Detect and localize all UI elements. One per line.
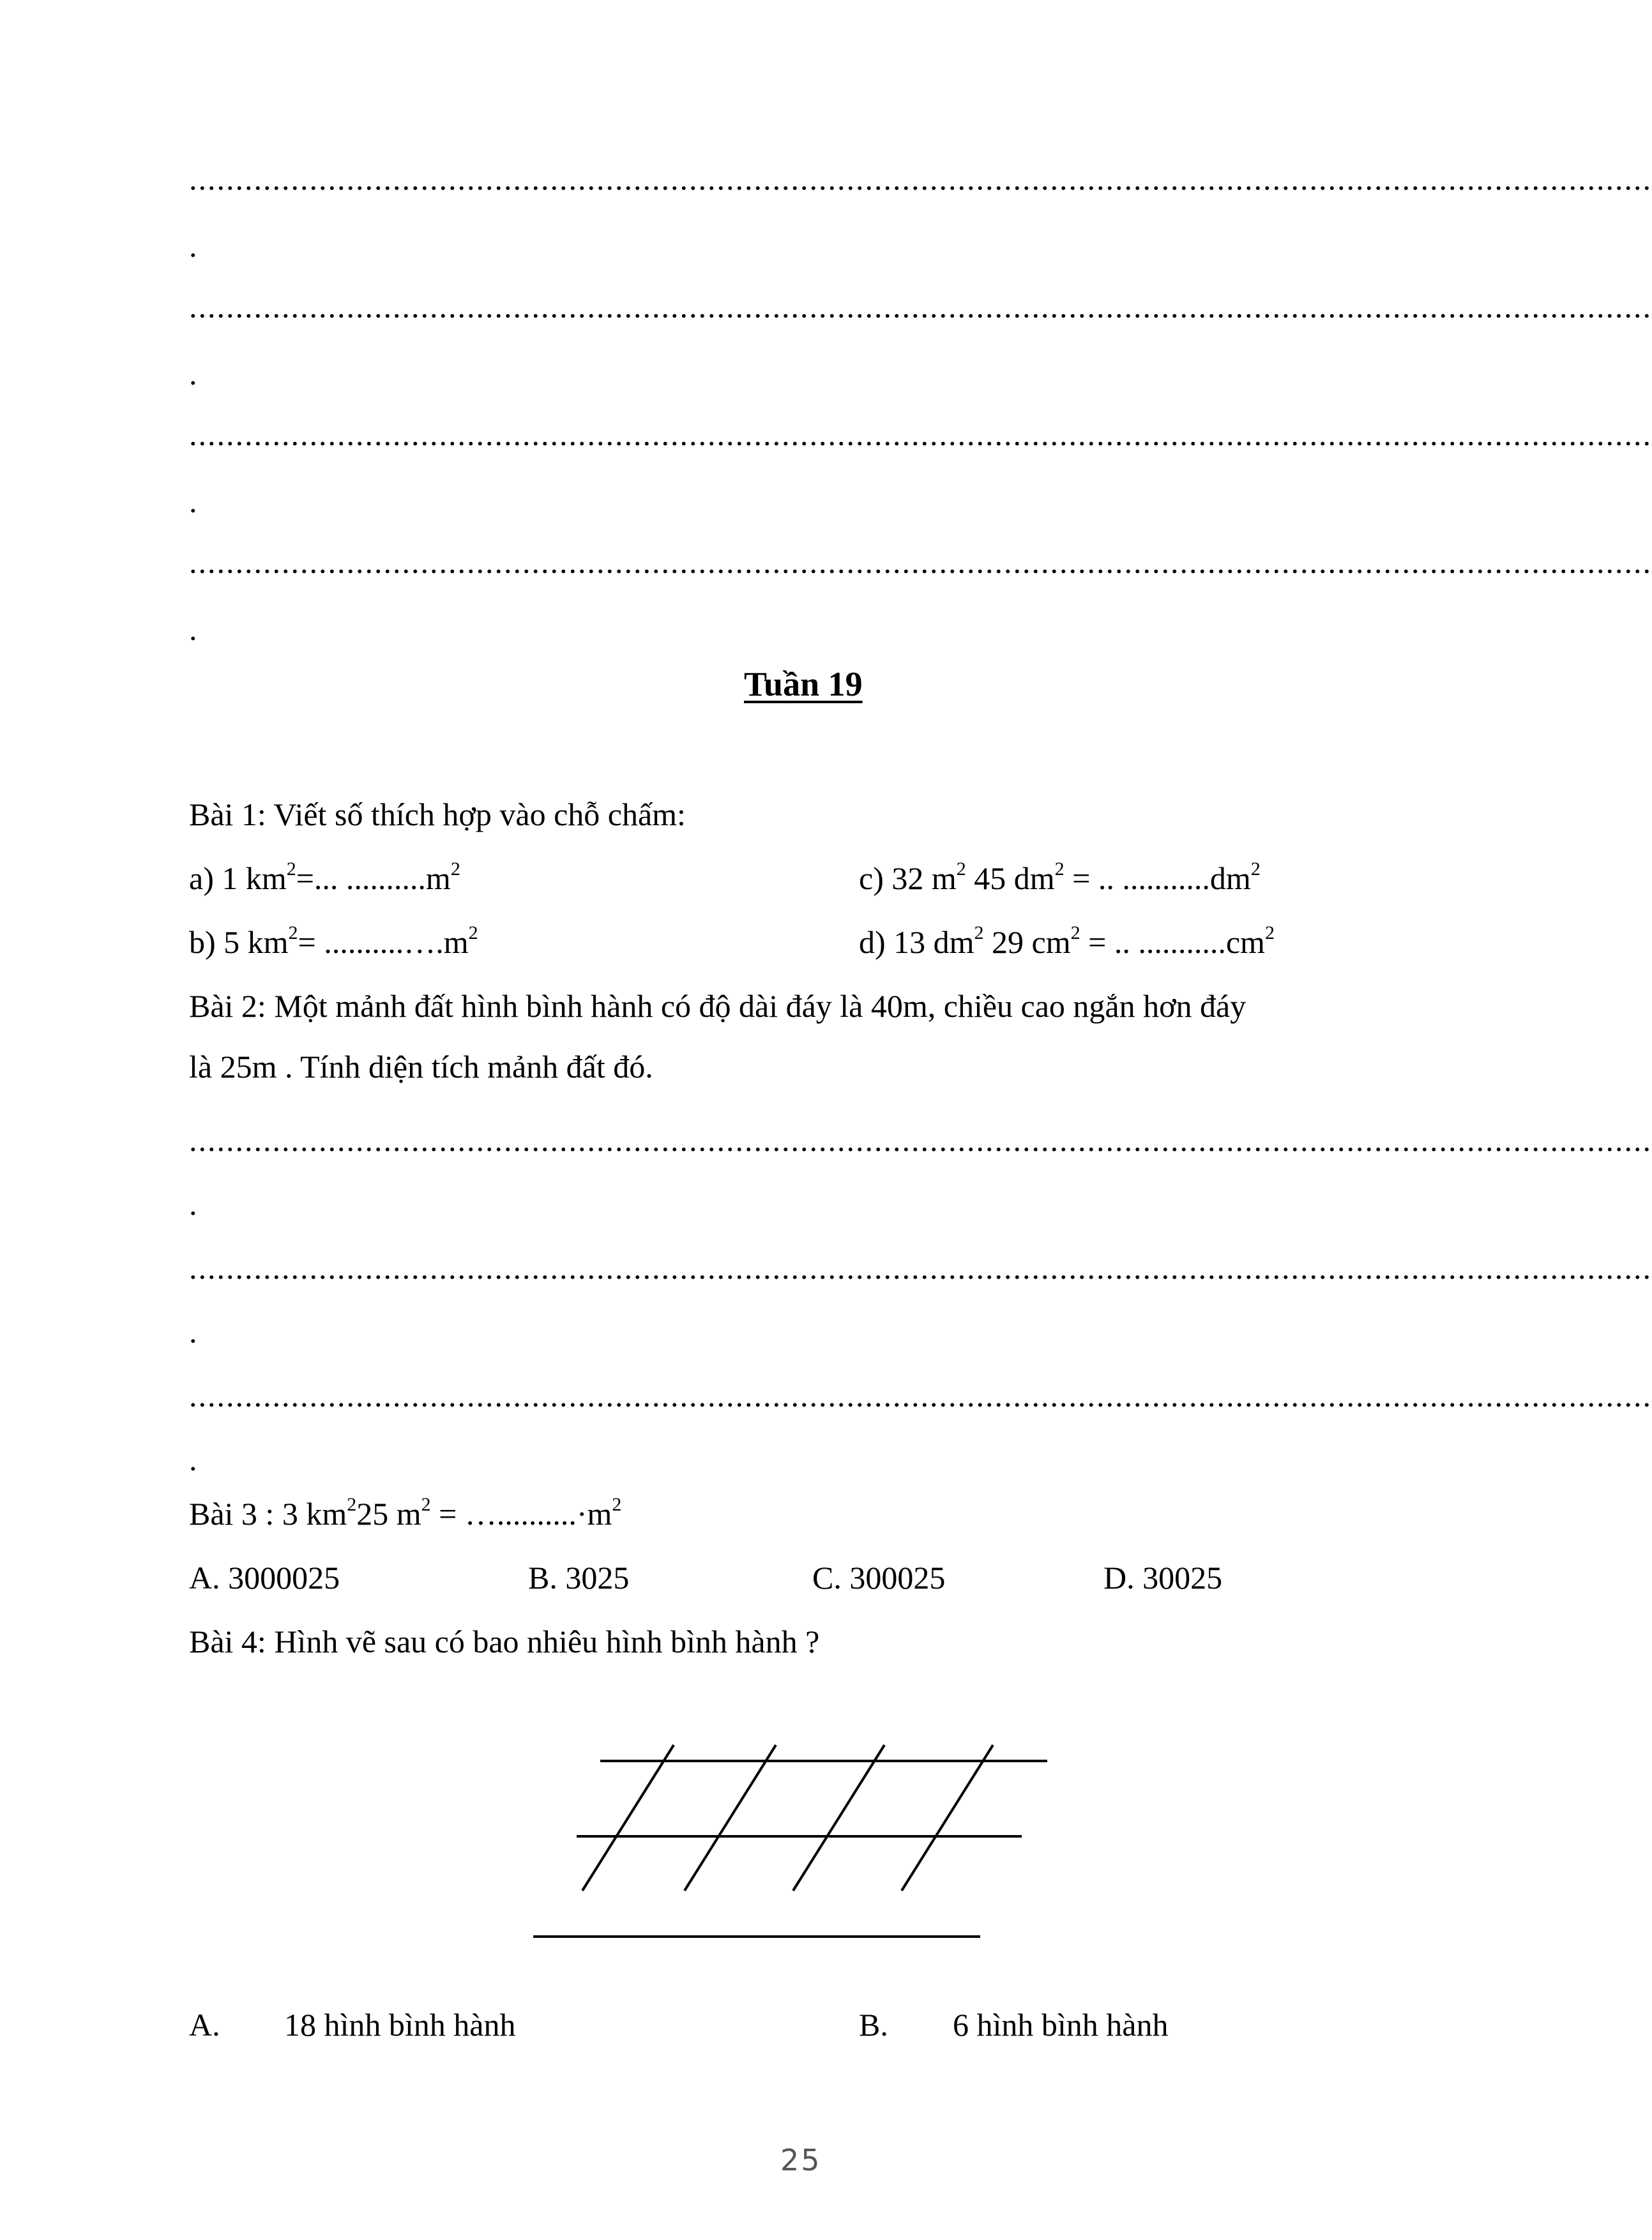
bai4-option-a-letter: A.: [189, 2007, 220, 2043]
bai2-line1: Bài 2: Một mảnh đất hình bình hành có độ dài đáy là 40m, chiều cao ngắn hơn đáy: [189, 988, 1247, 1024]
answer-line-7-end: .: [189, 1442, 197, 1477]
answer-line-5: ..............................................................................................................................................................: [189, 1122, 1652, 1158]
bai1-a: a) 1 $km^2=$... $..........m^2$: [189, 858, 460, 896]
bai1-b: b) 5 $km^2=$ $..........\dots.m^2$: [189, 922, 478, 960]
answer-line-2-end: .: [189, 356, 197, 392]
slanted-line-2: [685, 1745, 776, 1891]
answer-line-7: ..............................................................................................................................................................: [189, 1378, 1652, 1413]
slanted-line-3: [793, 1745, 884, 1891]
answer-line-1: ..............................................................................................................................................................: [189, 161, 1652, 197]
bai2-line2: là 25m . Tính diện tích mảnh đất đó.: [189, 1049, 653, 1085]
bai4-option-b-letter: B.: [859, 2007, 888, 2043]
answer-line-6: ..............................................................................................................................................................: [189, 1250, 1652, 1286]
bai3-option-c: C. 300025: [812, 1560, 946, 1596]
bai1-prompt: Bài 1: Viết số thích hợp vào chỗ chấm:: [189, 796, 686, 832]
bai1-c: c) 32 $m^2$ 45 $dm^2$ = .. $...........dm^2$: [859, 858, 1261, 896]
page-number: 25: [780, 2143, 822, 2177]
answer-line-3-end: .: [189, 484, 197, 519]
bai4-option-a-text: 18 hình bình hành: [284, 2007, 516, 2043]
slanted-line-1: [582, 1745, 674, 1891]
bai1-d: d) 13 $dm^2$ 29 $cm^2$ = .. $...........cm^2$: [859, 922, 1275, 960]
answer-line-6-end: .: [189, 1314, 197, 1350]
answer-line-3: ..............................................................................................................................................................: [189, 416, 1652, 452]
answer-line-1-end: .: [189, 228, 197, 264]
bai4-option-b-text: 6 hình bình hành: [953, 2007, 1169, 2043]
answer-line-4-end: .: [189, 611, 197, 647]
answer-line-2: ..............................................................................................................................................................: [189, 289, 1652, 324]
slanted-line-4: [902, 1745, 993, 1891]
week-title: Tuần 19: [744, 665, 863, 703]
answer-line-5-end: .: [189, 1186, 197, 1222]
bai3-question: Bài 3 : 3 $km^225$ $m^2$ = $\dots..........\cdot m^2$: [189, 1494, 622, 1532]
bai4-prompt: Bài 4: Hình vẽ sau có bao nhiêu hình bình hành ?: [189, 1624, 820, 1659]
bai3-option-b: B. 3025: [528, 1560, 630, 1596]
bai3-option-a: A. 3000025: [189, 1560, 340, 1596]
bai3-option-d: D. 30025: [1103, 1560, 1223, 1596]
answer-line-4: ..............................................................................................................................................................: [189, 544, 1652, 580]
